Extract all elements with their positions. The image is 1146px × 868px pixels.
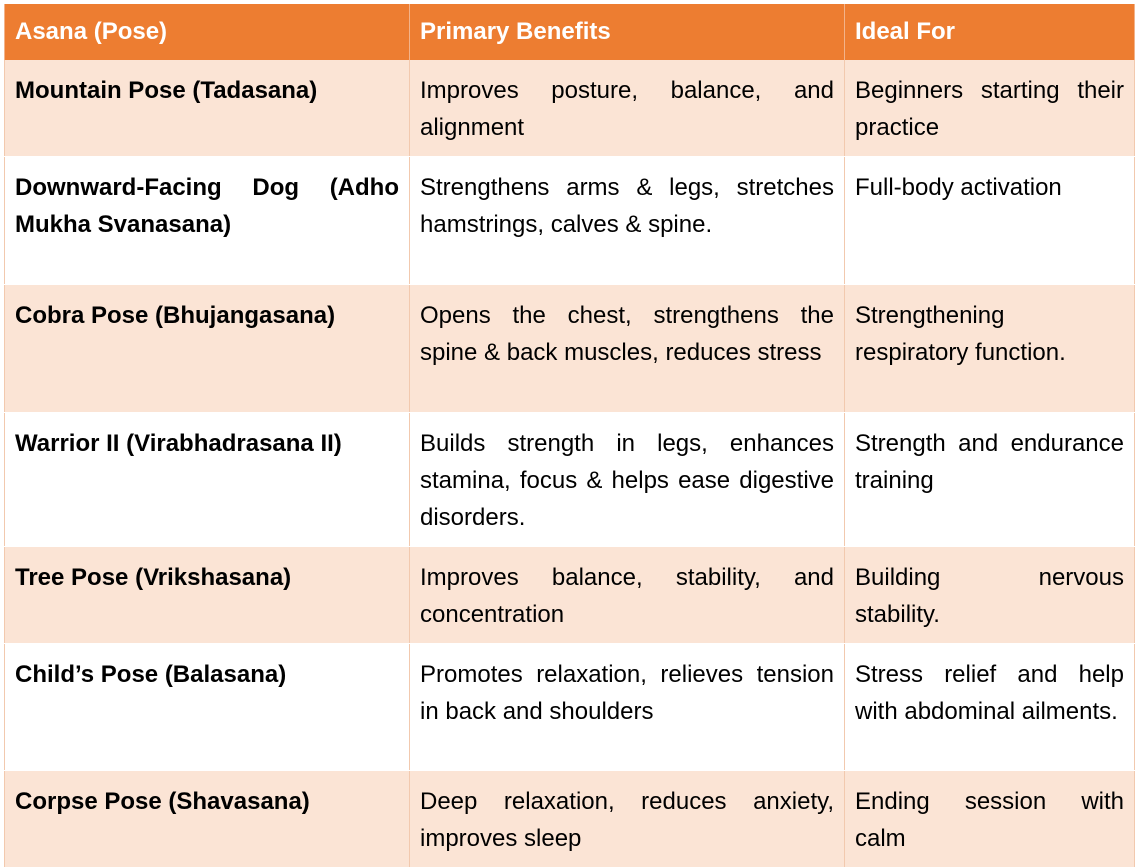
- table-row: [5, 644, 1135, 771]
- ideal-for-cell: Full-body activation: [845, 157, 1135, 285]
- benefits-cell: Deep relaxation, reduces anxiety, improves sleep: [410, 771, 845, 868]
- benefits-cell: Strengthens arms & legs, stretches hamstrings, calves & spine.: [410, 157, 845, 285]
- ideal-for-cell: Ending session with calm: [845, 771, 1135, 868]
- benefits-cell: Opens the chest, strengthens the spine & back muscles, reduces stress: [410, 285, 845, 413]
- pose-cell: Warrior II (Virabhadrasana II): [5, 413, 410, 547]
- ideal-for-cell: Strengthening respiratory function.: [845, 285, 1135, 413]
- ideal-for-cell: Building nervous stability.: [845, 547, 1135, 644]
- ideal-for-cell: Strength and endurance training: [845, 413, 1135, 547]
- pose-cell: Corpse Pose (Shavasana): [5, 771, 410, 868]
- benefits-cell: Improves balance, stability, and concentration: [410, 547, 845, 644]
- table-row: [5, 547, 1135, 644]
- pose-cell: Cobra Pose (Bhujangasana): [5, 285, 410, 413]
- table-row: [5, 157, 1135, 285]
- table-row: [5, 60, 1135, 157]
- ideal-for-cell: Beginners starting their practice: [845, 60, 1135, 157]
- pose-cell: Child’s Pose (Balasana): [5, 644, 410, 771]
- benefits-cell: Promotes relaxation, relieves tension in back and shoulders: [410, 644, 845, 771]
- table-row: [5, 413, 1135, 547]
- asana-table: [4, 4, 1135, 868]
- pose-cell: Tree Pose (Vrikshasana): [5, 547, 410, 644]
- header-asana: Asana (Pose): [5, 4, 410, 60]
- table-row: [5, 285, 1135, 413]
- benefits-cell: Builds strength in legs, enhances stamina, focus & helps ease digestive disorders.: [410, 413, 845, 547]
- pose-cell: Mountain Pose (Tadasana): [5, 60, 410, 157]
- benefits-cell: Improves posture, balance, and alignment: [410, 60, 845, 157]
- ideal-for-cell: Stress relief and help with abdominal ailments.: [845, 644, 1135, 771]
- header-ideal-for: Ideal For: [845, 4, 1135, 60]
- table-row: [5, 771, 1135, 868]
- header-row: [5, 4, 1135, 60]
- pose-cell: Downward-Facing Dog (Adho Mukha Svanasana): [5, 157, 410, 285]
- header-primary-benefits: Primary Benefits: [410, 4, 845, 60]
